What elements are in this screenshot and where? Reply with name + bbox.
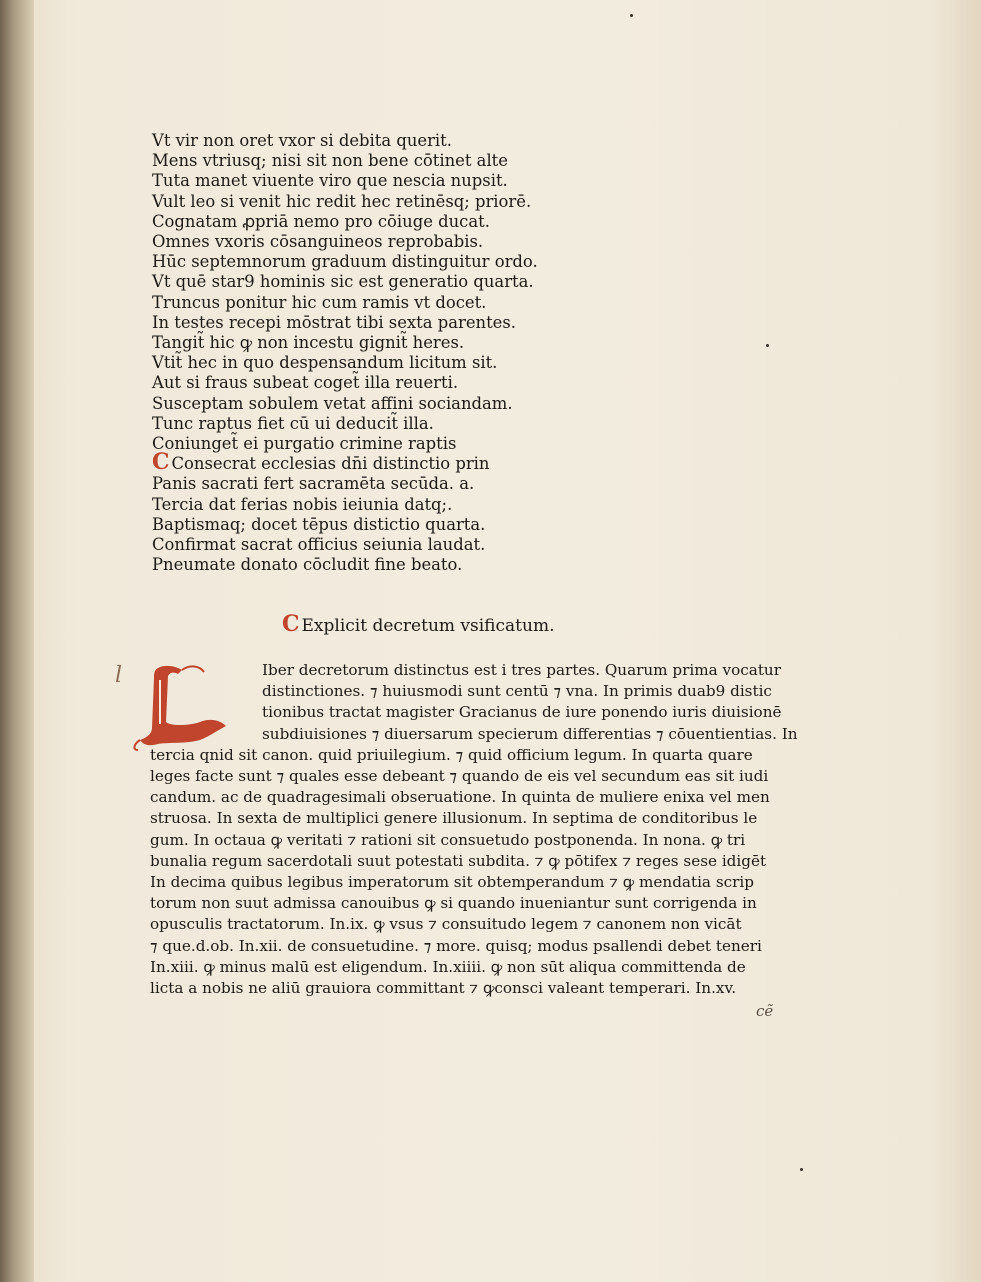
prose-line: candum. ac de quadragesimali obseruatione. In quinta de muliere enixa vel men bbox=[150, 788, 770, 807]
verse-line: Pneumate donato cōcludit fine beato. bbox=[152, 555, 463, 575]
verse-line: Vt quē star9 hominis sic est generatio quarta. bbox=[152, 272, 534, 292]
prose-block bbox=[150, 660, 800, 999]
verse-line-text: Consecrat ecclesias dn̄i distinctio prin bbox=[171, 454, 490, 474]
explicit-heading bbox=[282, 611, 555, 637]
prose-line: licta a nobis ne aliū grauiora committant ⁊ ꝙconsci valeant temperari. In.xv. bbox=[150, 979, 737, 998]
verse-line: Tuta manet viuente viro que nescia nupsit. bbox=[152, 171, 508, 191]
prose-line: tionibus tractat magister Gracianus de iure ponendo iuris diuisionē bbox=[262, 703, 782, 722]
ink-speck bbox=[800, 1168, 803, 1171]
verse-line: Omnes vxoris cōsanguineos reprobabis. bbox=[152, 232, 484, 252]
verse-line: Coniunget̃ ei purgatio crimine raptis bbox=[152, 434, 457, 454]
prose-line: ⁊ que.d.ob. In.xii. de consuetudine. ⁊ more. quisq; modus psallendi debet teneri bbox=[150, 936, 762, 955]
prose-line: In.xiii. ꝙ minus malū est eligendum. In.xiiii. ꝙ non sūt aliqua committenda de bbox=[150, 957, 746, 976]
rubric-capital: C bbox=[282, 611, 300, 637]
verse-block bbox=[152, 131, 552, 575]
verse-line: Hūc septemnorum graduum distinguitur ordo. bbox=[152, 252, 538, 272]
prose-line: In decima quibus legibus imperatorum sit obtemperandum ⁊ ꝙ mendatia scrip bbox=[150, 873, 754, 892]
verse-line: Mens vtriusq; nisi sit non bene cōtinet alte bbox=[152, 151, 508, 171]
rubric-capital: C bbox=[152, 449, 170, 476]
prose-line: Iber decretorum distinctus est i tres partes. Quarum prima vocatur bbox=[262, 661, 781, 679]
guide-letter: l bbox=[115, 663, 123, 688]
verse-line: Tangit̃ hic ꝙ non incestu gignit̃ heres. bbox=[152, 333, 465, 353]
prose-line: subdiuisiones ⁊ diuersarum specierum differentias ⁊ cōuentientias. In bbox=[262, 724, 798, 743]
verse-line: Vt vir non oret vxor si debita querit. bbox=[152, 131, 452, 150]
verse-line: In testes recepi mōstrat tibi sexta parentes. bbox=[152, 312, 516, 332]
verse-line: Cognatam ꝓpriā nemo pro cōiuge ducat. bbox=[152, 211, 490, 231]
verse-line: Vult leo si venit hic redit hec retinēsq; priorē. bbox=[152, 191, 532, 211]
prose-line: bunalia regum sacerdotali suut potestati subdita. ⁊ ꝙ pōtifex ⁊ reges sese idigēt bbox=[150, 851, 767, 870]
prose-line: torum non suut admissa canouibus ꝙ si quando inueniantur sunt corrigenda in bbox=[150, 894, 757, 913]
verse-line: Panis sacrati fert sacramēta secūda. a. bbox=[152, 474, 475, 494]
catchword: cẽ bbox=[756, 1002, 774, 1020]
verse-line: Truncus ponitur hic cum ramis vt docet. bbox=[152, 292, 487, 312]
explicit-text: Explicit decretum vsificatum. bbox=[301, 616, 555, 636]
prose-line: distinctiones. ⁊ huiusmodi sunt centū ⁊ vna. In primis duab9 distic bbox=[262, 682, 772, 701]
prose-line: gum. In octaua ꝙ veritati ⁊ rationi sit consuetudo postponenda. In nona. ꝙ tri bbox=[150, 830, 746, 849]
verse-line: Baptismaq; docet tēpus distictio quarta. bbox=[152, 514, 486, 534]
prose-line: struosa. In sexta de multiplici genere illusionum. In septima de conditoribus le bbox=[150, 809, 758, 828]
verse-line: Tercia dat ferias nobis ieiunia datq;. bbox=[152, 494, 453, 514]
prose-line: opusculis tractatorum. In.ix. ꝙ vsus ⁊ consuitudo legem ⁊ canonem non vicāt bbox=[150, 915, 742, 934]
red-initial-letter: L bbox=[130, 660, 131, 661]
verse-line: Confirmat sacrat officius seiunia laudat. bbox=[152, 535, 486, 555]
prose-line: leges facte sunt ⁊ quales esse debeant ⁊ quando de eis vel secundum eas sit iudi bbox=[150, 767, 769, 786]
verse-line-rubricated bbox=[152, 449, 552, 476]
verse-line: Aut si fraus subeat coget̃ illa reuerti. bbox=[152, 373, 459, 393]
prose-line: tercia qnid sit canon. quid priuilegium. ⁊ quid officium legum. In quarta quare bbox=[150, 745, 753, 764]
ink-speck bbox=[630, 14, 633, 17]
verse-line: Tunc raptus fiet cū ui deducit̃ illa. bbox=[152, 413, 434, 433]
verse-line: Susceptam sobulem vetat affini sociandam. bbox=[152, 393, 513, 413]
show-through-text bbox=[520, 140, 840, 660]
binding-gutter bbox=[0, 0, 34, 1282]
verse-line: Vtit̃ hec in quo despensandum licitum sit. bbox=[152, 353, 498, 373]
